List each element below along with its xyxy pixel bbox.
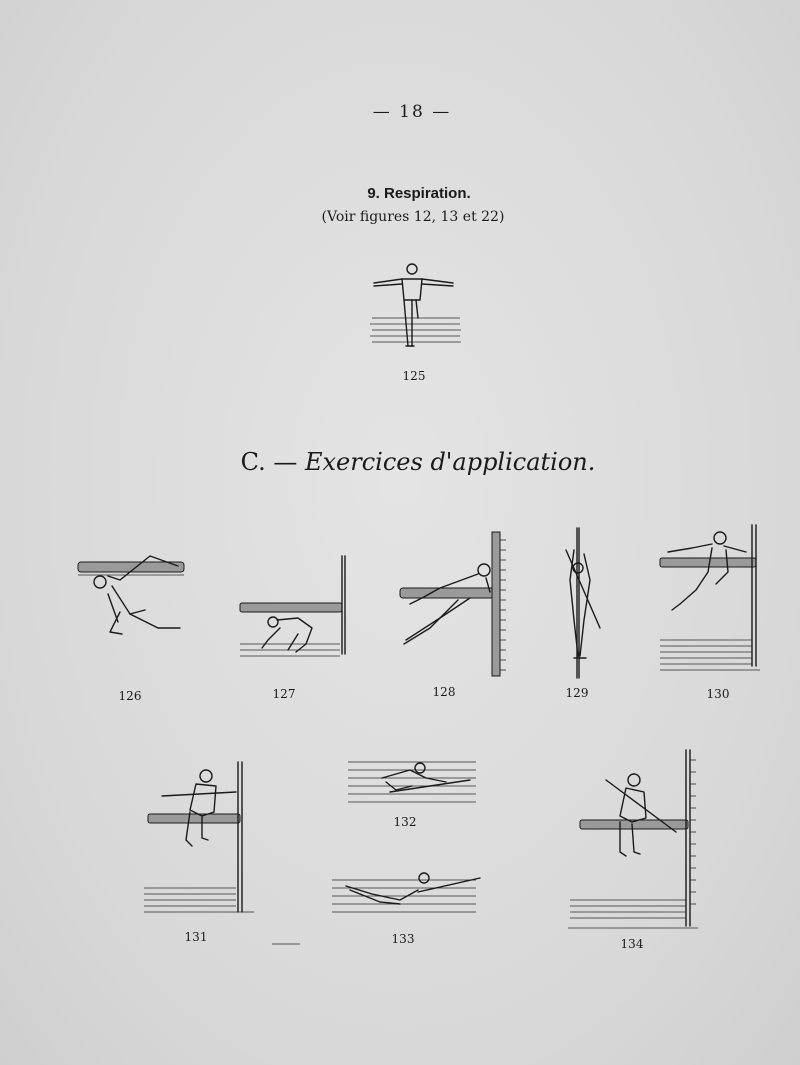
figure-131-illustration [144,762,254,912]
figure-125-illustration [370,264,461,346]
figure-129-illustration [566,528,600,678]
figure-label-134: 134 [620,937,644,951]
figure-label-129: 129 [565,686,589,700]
page-number: — 18 — [372,102,452,122]
chapter-prefix: C. — [240,448,305,476]
figure-label-130: 130 [706,687,730,701]
section-title: 9. Respiration. [367,185,471,202]
figure-label-131: 131 [184,930,208,944]
figure-label-133: 133 [391,932,415,946]
figure-134-illustration [568,750,698,928]
figure-label-125: 125 [402,369,426,383]
figure-133-illustration [332,873,480,912]
figure-130-illustration [660,525,760,670]
figure-127-illustration [240,556,345,656]
figure-128-illustration [400,532,506,676]
chapter-title: Exercices d'application. [305,448,596,476]
figure-label-126: 126 [118,689,142,703]
figure-126-illustration [78,556,184,634]
figure-label-128: 128 [432,685,456,699]
section-figure-reference: (Voir figures 12, 13 et 22) [321,209,505,225]
figure-label-132: 132 [393,815,417,829]
figure-132-illustration [348,762,476,802]
figure-label-127: 127 [272,687,296,701]
